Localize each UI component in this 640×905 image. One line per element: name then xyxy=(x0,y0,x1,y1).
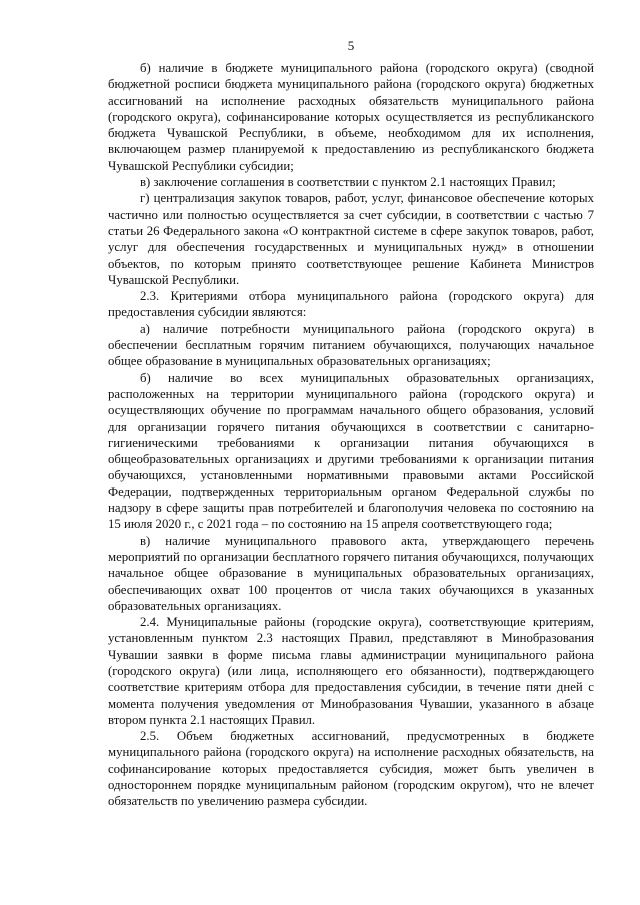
paragraph-2-3-criteria: 2.3. Критериями отбора муниципального района (городского округа) для предоставления субсидии являются: xyxy=(108,289,594,320)
document-page xyxy=(108,38,594,810)
paragraph-2-3b-conditions: б) наличие во всех муниципальных образовательных организациях, расположенных на территории муниципального района (городского округа) и осуществляющих обучение по программам начального общего образования, условий для организации горячего питания обучающихся в соответствии с санитарно-гигиеническими требованиями к организации питания обучающихся в общеобразовательных организациях и другими требованиями к организации питания обучающихся, установленными нормативными правовыми актами Российской Федерации, подтвержденных территориальным органом Федеральной службы по надзору в сфере защиты прав потребителей и благополучия человека по состоянию на 15 июля 2020 г., с 2021 года – по состоянию на 15 апреля соответствующего года; xyxy=(108,370,594,532)
paragraph-1b-budget-availability: б) наличие в бюджете муниципального района (городского округа) (сводной бюджетной росписи бюджета муниципального района (городского округа) бюджетных ассигнований на исполнение расходных обязательств муниципального района (городского округа), софинансирование которых осуществляется из республиканского бюджета Чувашской Республики, в объеме, необходимом для их исполнения, включающем размер планируемой к предоставлению из республиканского бюджета Чувашской Республики субсидии; xyxy=(108,61,594,173)
page-number: 5 xyxy=(347,38,355,53)
paragraph-2-3a-need: а) наличие потребности муниципального района (городского округа) в обеспечении бесплатным горячим питанием обучающихся, получающих начальное общее образование в муниципальных образовательных организациях; xyxy=(108,321,594,369)
paragraph-2-5-budget-volume: 2.5. Объем бюджетных ассигнований, предусмотренных в бюджете муниципального района (городского округа) на исполнение расходных обязательств, на софинансирование которых предоставляется субсидия, может быть увеличен в одностороннем порядке муниципальным районом (городским округом), что не влечет обязательств по увеличению размера субсидии. xyxy=(108,729,594,809)
paragraph-2-3v-legal-act: в) наличие муниципального правового акта, утверждающего перечень мероприятий по организации бесплатного горячего питания обучающихся, получающих начальное общее образование в муниципальных образовательных организациях, обеспечивающих охват 100 процентов от числа таких обучающихся в указанных образовательных организациях. xyxy=(108,533,594,613)
paragraph-1g-procurement: г) централизация закупок товаров, работ, услуг, финансовое обеспечение которых частично или полностью осуществляется за счет субсидии, в соответствии с частью 7 статьи 26 Федерального закона «О контрактной системе в сфере закупок товаров, работ, услуг для обеспечения государственных и муниципальных нужд» в отношении объектов, по которым принято соответствующее решение Кабинета Министров Чувашской Республики. xyxy=(108,191,594,287)
paragraph-1v-agreement: в) заключение соглашения в соответствии с пунктом 2.1 настоящих Правил; xyxy=(140,175,556,190)
paragraph-2-4-applications: 2.4. Муниципальные районы (городские округа), соответствующие критериям, установленным пунктом 2.3 настоящих Правил, представляют в Минобразования Чувашии заявки в форме письма главы администрации муниципального района (городского округа) (или лица, исполняющего его обязанности), подтверждающего соответствие критериям отбора для предоставления субсидии, в течение пяти дней с момента получения уведомления от Минобразования Чувашии, указанного в абзаце втором пункта 2.1 настоящих Правил. xyxy=(108,615,594,727)
